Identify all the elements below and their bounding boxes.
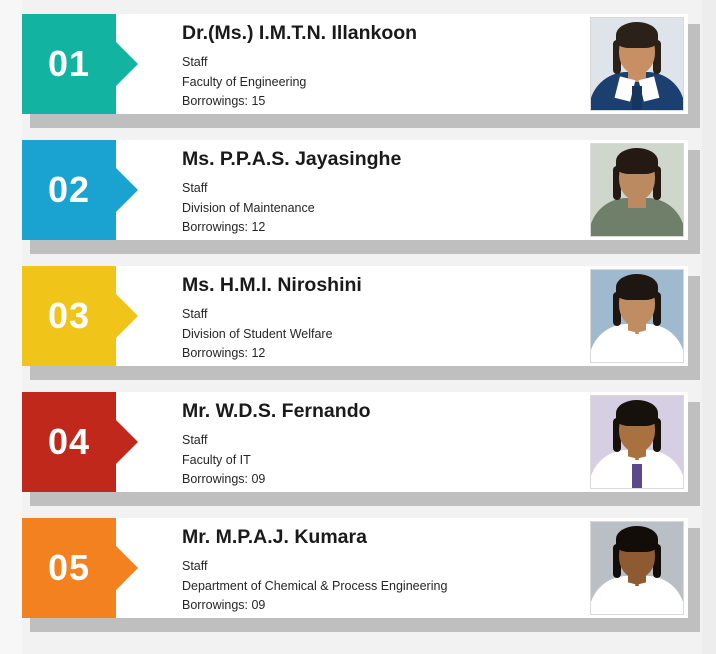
- ranking-list: [22, 14, 702, 644]
- arrow-right-icon: [116, 42, 138, 86]
- person-department: Faculty of Engineering: [182, 74, 307, 89]
- person-photo-frame: [590, 17, 684, 111]
- rank-number-block: [22, 14, 116, 114]
- person-photo-frame: [590, 521, 684, 615]
- portrait-photo-5: [591, 522, 683, 614]
- rank-card[interactable]: [22, 14, 688, 114]
- person-info: [116, 392, 590, 492]
- person-info: [116, 140, 590, 240]
- rank-number: 02: [47, 169, 91, 210]
- person-name: Ms. H.M.I. Niroshini: [182, 274, 362, 296]
- page-right-margin: [702, 0, 716, 654]
- person-department: Division of Student Welfare: [182, 326, 333, 341]
- person-name: Ms. P.P.A.S. Jayasinghe: [182, 148, 402, 170]
- rank-card[interactable]: [22, 518, 688, 618]
- person-department: Division of Maintenance: [182, 200, 315, 215]
- person-info: [116, 266, 590, 366]
- rank-number: 03: [47, 295, 91, 336]
- person-category: Staff: [182, 181, 208, 196]
- rank-number: 04: [47, 421, 91, 462]
- ranking-row: [22, 14, 702, 128]
- person-borrowings: Borrowings: 09: [182, 472, 266, 487]
- portrait-photo-1: [591, 18, 683, 110]
- rank-number: 05: [47, 547, 91, 588]
- person-borrowings: Borrowings: 12: [182, 220, 266, 235]
- person-photo-frame: [590, 143, 684, 237]
- person-name: Mr. M.P.A.J. Kumara: [182, 526, 367, 548]
- portrait-photo-4: [591, 396, 683, 488]
- person-info: [116, 518, 590, 618]
- person-name: Dr.(Ms.) I.M.T.N. Illankoon: [182, 22, 418, 44]
- person-name: Mr. W.D.S. Fernando: [182, 400, 371, 422]
- person-category: Staff: [182, 433, 208, 448]
- arrow-right-icon: [116, 420, 138, 464]
- person-borrowings: Borrowings: 09: [182, 598, 266, 613]
- portrait-photo-2: [591, 144, 683, 236]
- person-borrowings: Borrowings: 15: [182, 94, 266, 109]
- rank-card[interactable]: [22, 392, 688, 492]
- rank-card[interactable]: [22, 140, 688, 240]
- person-photo-frame: [590, 269, 684, 363]
- ranking-row: [22, 392, 702, 506]
- person-department: Department of Chemical & Process Engineering: [182, 578, 448, 593]
- person-department: Faculty of IT: [182, 452, 251, 467]
- person-borrowings: Borrowings: 12: [182, 346, 266, 361]
- rank-number-block: [22, 140, 116, 240]
- rank-number-block: [22, 266, 116, 366]
- ranking-row: [22, 140, 702, 254]
- arrow-right-icon: [116, 546, 138, 590]
- page-left-margin: [0, 0, 22, 654]
- ranking-row: [22, 518, 702, 632]
- ranking-row: [22, 266, 702, 380]
- person-category: Staff: [182, 55, 208, 70]
- arrow-right-icon: [116, 168, 138, 212]
- person-category: Staff: [182, 307, 208, 322]
- rank-number: 01: [47, 43, 91, 84]
- rank-number-block: [22, 518, 116, 618]
- arrow-right-icon: [116, 294, 138, 338]
- rank-card[interactable]: [22, 266, 688, 366]
- person-category: Staff: [182, 559, 208, 574]
- person-info: [116, 14, 590, 114]
- portrait-photo-3: [591, 270, 683, 362]
- rank-number-block: [22, 392, 116, 492]
- person-photo-frame: [590, 395, 684, 489]
